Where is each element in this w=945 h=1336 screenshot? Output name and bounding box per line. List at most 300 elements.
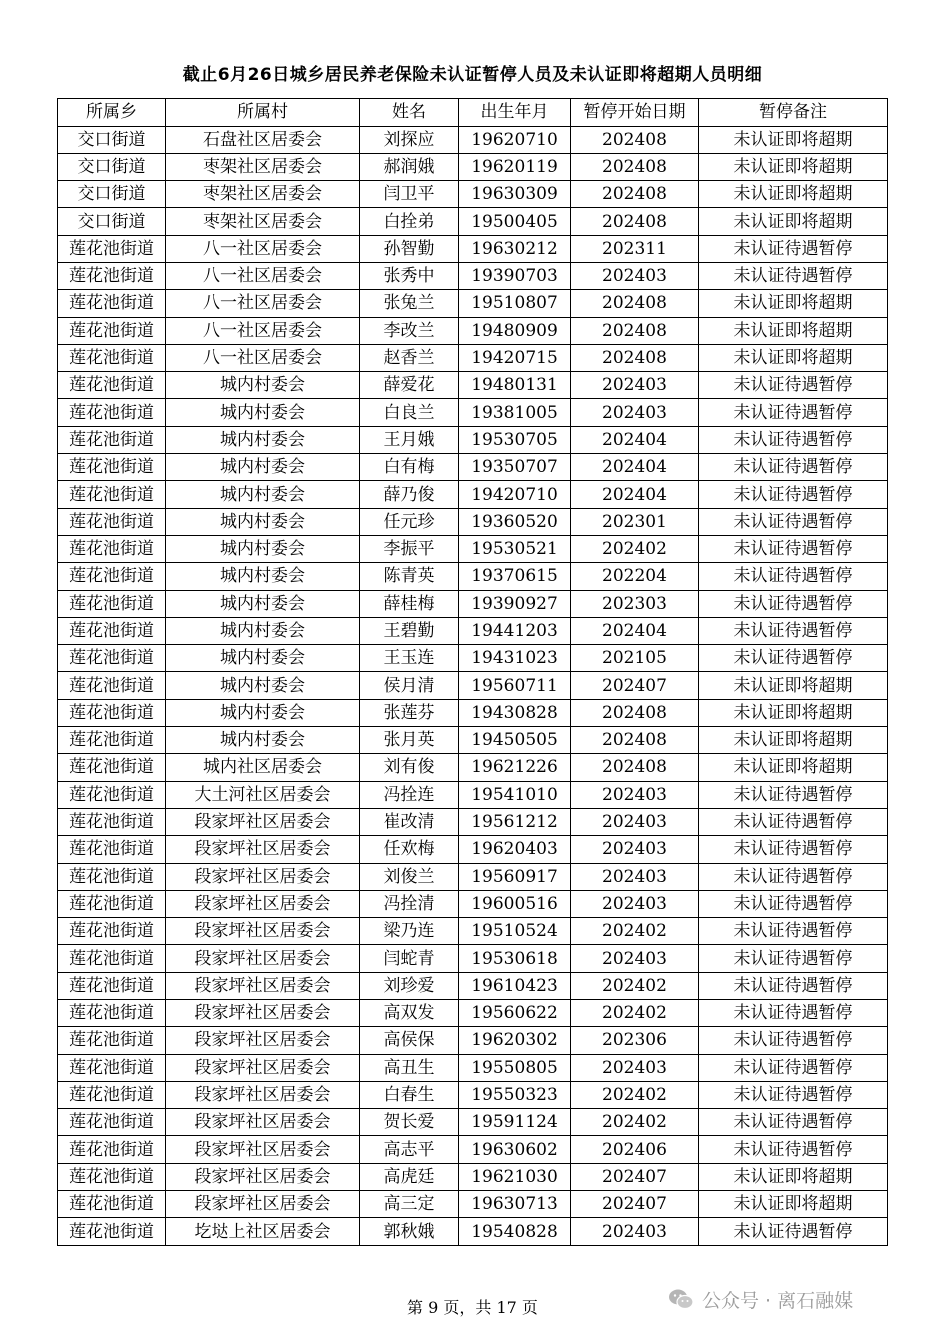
village-cell: 段家坪社区居委会	[166, 1136, 360, 1163]
name-cell: 高志平	[360, 1136, 459, 1163]
table-header-row	[58, 99, 888, 127]
township-cell: 莲花池街道	[58, 1081, 166, 1108]
table-row	[58, 235, 888, 262]
township-cell: 莲花池街道	[58, 372, 166, 399]
village-cell: 段家坪社区居委会	[166, 863, 360, 890]
village-cell: 城内村委会	[166, 535, 360, 562]
township-cell: 莲花池街道	[58, 1191, 166, 1218]
table-row	[58, 262, 888, 289]
suspension-start-cell: 202408	[571, 126, 699, 153]
remark-cell: 未认证待遇暂停	[699, 1081, 888, 1108]
village-cell: 城内村委会	[166, 399, 360, 426]
name-cell: 任元珍	[360, 508, 459, 535]
name-cell: 高侯保	[360, 1027, 459, 1054]
birth-date-cell: 19630212	[459, 235, 571, 262]
name-cell: 刘有俊	[360, 754, 459, 781]
village-cell: 城内村委会	[166, 645, 360, 672]
table-row	[58, 1136, 888, 1163]
table-row	[58, 863, 888, 890]
remark-cell: 未认证待遇暂停	[699, 836, 888, 863]
remark-cell: 未认证即将超期	[699, 153, 888, 180]
suspension-start-cell: 202403	[571, 781, 699, 808]
township-cell: 莲花池街道	[58, 727, 166, 754]
suspension-start-cell: 202402	[571, 918, 699, 945]
village-cell: 城内村委会	[166, 372, 360, 399]
village-cell: 城内村委会	[166, 481, 360, 508]
birth-date-cell: 19420710	[459, 481, 571, 508]
table-row	[58, 481, 888, 508]
township-cell: 莲花池街道	[58, 617, 166, 644]
township-cell: 莲花池街道	[58, 535, 166, 562]
table-row	[58, 208, 888, 235]
village-cell: 段家坪社区居委会	[166, 1081, 360, 1108]
suspension-start-cell: 202407	[571, 1191, 699, 1218]
page-number: 第 9 页，共 17 页	[407, 1298, 538, 1317]
township-cell: 莲花池街道	[58, 863, 166, 890]
table-row	[58, 699, 888, 726]
birth-date-cell: 19621030	[459, 1163, 571, 1190]
remark-cell: 未认证待遇暂停	[699, 617, 888, 644]
birth-date-cell: 19431023	[459, 645, 571, 672]
remark-cell: 未认证即将超期	[699, 1163, 888, 1190]
birth-date-cell: 19591124	[459, 1109, 571, 1136]
birth-date-cell: 19620119	[459, 153, 571, 180]
name-cell: 王玉连	[360, 645, 459, 672]
village-cell: 段家坪社区居委会	[166, 1027, 360, 1054]
table-row	[58, 1163, 888, 1190]
name-cell: 薛乃俊	[360, 481, 459, 508]
name-cell: 贺长爱	[360, 1109, 459, 1136]
name-cell: 高双发	[360, 1000, 459, 1027]
birth-date-cell: 19620710	[459, 126, 571, 153]
suspension-start-cell: 202402	[571, 1081, 699, 1108]
suspension-start-cell: 202403	[571, 262, 699, 289]
birth-date-cell: 19441203	[459, 617, 571, 644]
table-row	[58, 1027, 888, 1054]
village-cell: 枣架社区居委会	[166, 181, 360, 208]
table-row	[58, 617, 888, 644]
birth-date-cell: 19450505	[459, 727, 571, 754]
suspension-start-cell: 202403	[571, 890, 699, 917]
suspension-start-cell: 202403	[571, 372, 699, 399]
name-cell: 闫卫平	[360, 181, 459, 208]
village-cell: 城内村委会	[166, 699, 360, 726]
suspension-start-cell: 202408	[571, 317, 699, 344]
township-cell: 莲花池街道	[58, 344, 166, 371]
township-cell: 莲花池街道	[58, 1000, 166, 1027]
village-cell: 城内村委会	[166, 508, 360, 535]
name-cell: 赵香兰	[360, 344, 459, 371]
birth-date-cell: 19390927	[459, 590, 571, 617]
township-cell: 莲花池街道	[58, 836, 166, 863]
name-cell: 张月英	[360, 727, 459, 754]
name-cell: 高虎廷	[360, 1163, 459, 1190]
birth-date-cell: 19510807	[459, 290, 571, 317]
remark-cell: 未认证即将超期	[699, 181, 888, 208]
township-cell: 莲花池街道	[58, 754, 166, 781]
remark-cell: 未认证待遇暂停	[699, 945, 888, 972]
township-cell: 莲花池街道	[58, 808, 166, 835]
village-cell: 城内村委会	[166, 727, 360, 754]
township-cell: 莲花池街道	[58, 918, 166, 945]
village-cell: 城内村委会	[166, 590, 360, 617]
remark-cell: 未认证即将超期	[699, 344, 888, 371]
name-cell: 崔改清	[360, 808, 459, 835]
remark-cell: 未认证即将超期	[699, 754, 888, 781]
birth-date-cell: 19620302	[459, 1027, 571, 1054]
name-cell: 高三定	[360, 1191, 459, 1218]
township-cell: 莲花池街道	[58, 317, 166, 344]
suspension-start-cell: 202403	[571, 1054, 699, 1081]
birth-date-cell: 19621226	[459, 754, 571, 781]
township-cell: 交口街道	[58, 208, 166, 235]
birth-date-cell: 19600516	[459, 890, 571, 917]
remark-cell: 未认证待遇暂停	[699, 1000, 888, 1027]
remark-cell: 未认证待遇暂停	[699, 808, 888, 835]
suspension-start-cell: 202105	[571, 645, 699, 672]
birth-date-cell: 19560622	[459, 1000, 571, 1027]
table-row	[58, 1054, 888, 1081]
village-cell: 八一社区居委会	[166, 262, 360, 289]
table-row	[58, 153, 888, 180]
township-cell: 莲花池街道	[58, 699, 166, 726]
suspension-start-cell: 202403	[571, 808, 699, 835]
township-cell: 莲花池街道	[58, 1136, 166, 1163]
table-row	[58, 945, 888, 972]
suspension-start-cell: 202406	[571, 1136, 699, 1163]
table-row	[58, 918, 888, 945]
birth-date-cell: 19530521	[459, 535, 571, 562]
village-cell: 段家坪社区居委会	[166, 1191, 360, 1218]
name-cell: 刘探应	[360, 126, 459, 153]
remark-cell: 未认证待遇暂停	[699, 235, 888, 262]
name-cell: 梁乃连	[360, 918, 459, 945]
township-cell: 莲花池街道	[58, 1109, 166, 1136]
table-row	[58, 808, 888, 835]
name-cell: 郭秋娥	[360, 1218, 459, 1245]
table-row	[58, 836, 888, 863]
birth-date-cell: 19620403	[459, 836, 571, 863]
remark-cell: 未认证待遇暂停	[699, 590, 888, 617]
birth-date-cell: 19561212	[459, 808, 571, 835]
table-row	[58, 1191, 888, 1218]
birth-date-cell: 19430828	[459, 699, 571, 726]
birth-date-cell: 19530618	[459, 945, 571, 972]
birth-date-cell: 19610423	[459, 972, 571, 999]
table-row	[58, 372, 888, 399]
remark-cell: 未认证待遇暂停	[699, 372, 888, 399]
suspension-start-cell: 202303	[571, 590, 699, 617]
township-cell: 莲花池街道	[58, 590, 166, 617]
column-header: 所属村	[166, 99, 360, 127]
township-cell: 莲花池街道	[58, 563, 166, 590]
village-cell: 城内社区居委会	[166, 754, 360, 781]
name-cell: 孙智勤	[360, 235, 459, 262]
table-row	[58, 1109, 888, 1136]
table-row	[58, 344, 888, 371]
table-row	[58, 972, 888, 999]
name-cell: 李振平	[360, 535, 459, 562]
name-cell: 刘珍爱	[360, 972, 459, 999]
table-row	[58, 317, 888, 344]
column-header: 出生年月	[459, 99, 571, 127]
remark-cell: 未认证即将超期	[699, 290, 888, 317]
name-cell: 李改兰	[360, 317, 459, 344]
suspension-start-cell: 202301	[571, 508, 699, 535]
watermark	[668, 1284, 853, 1314]
remark-cell: 未认证待遇暂停	[699, 508, 888, 535]
remark-cell: 未认证待遇暂停	[699, 918, 888, 945]
name-cell: 闫蛇青	[360, 945, 459, 972]
village-cell: 八一社区居委会	[166, 235, 360, 262]
birth-date-cell: 19541010	[459, 781, 571, 808]
remark-cell: 未认证待遇暂停	[699, 426, 888, 453]
table-row	[58, 399, 888, 426]
name-cell: 白拴弟	[360, 208, 459, 235]
remark-cell: 未认证待遇暂停	[699, 563, 888, 590]
name-cell: 郝润娥	[360, 153, 459, 180]
village-cell: 段家坪社区居委会	[166, 836, 360, 863]
village-cell: 八一社区居委会	[166, 317, 360, 344]
township-cell: 莲花池街道	[58, 890, 166, 917]
suspension-start-cell: 202408	[571, 344, 699, 371]
name-cell: 张秀中	[360, 262, 459, 289]
village-cell: 段家坪社区居委会	[166, 1000, 360, 1027]
birth-date-cell: 19390703	[459, 262, 571, 289]
village-cell: 段家坪社区居委会	[166, 945, 360, 972]
village-cell: 枣架社区居委会	[166, 153, 360, 180]
birth-date-cell: 19540828	[459, 1218, 571, 1245]
table-row	[58, 672, 888, 699]
birth-date-cell: 19630602	[459, 1136, 571, 1163]
suspension-start-cell: 202403	[571, 945, 699, 972]
village-cell: 段家坪社区居委会	[166, 1163, 360, 1190]
table-row	[58, 563, 888, 590]
name-cell: 陈青英	[360, 563, 459, 590]
table-row	[58, 645, 888, 672]
township-cell: 莲花池街道	[58, 481, 166, 508]
village-cell: 段家坪社区居委会	[166, 1109, 360, 1136]
township-cell: 莲花池街道	[58, 399, 166, 426]
table-row	[58, 590, 888, 617]
table-row	[58, 426, 888, 453]
remark-cell: 未认证待遇暂停	[699, 972, 888, 999]
township-cell: 交口街道	[58, 181, 166, 208]
suspension-start-cell: 202407	[571, 1163, 699, 1190]
table-row	[58, 1218, 888, 1245]
page-title: 截止6月26日城乡居民养老保险未认证暂停人员及未认证即将超期人员明细	[182, 65, 763, 85]
table-row	[58, 126, 888, 153]
remark-cell: 未认证待遇暂停	[699, 262, 888, 289]
village-cell: 段家坪社区居委会	[166, 890, 360, 917]
township-cell: 莲花池街道	[58, 945, 166, 972]
birth-date-cell: 19530705	[459, 426, 571, 453]
birth-date-cell: 19480909	[459, 317, 571, 344]
village-cell: 段家坪社区居委会	[166, 808, 360, 835]
remark-cell: 未认证待遇暂停	[699, 1027, 888, 1054]
township-cell: 莲花池街道	[58, 1027, 166, 1054]
table-row	[58, 781, 888, 808]
township-cell: 莲花池街道	[58, 1218, 166, 1245]
name-cell: 冯拴连	[360, 781, 459, 808]
suspension-start-cell: 202407	[571, 672, 699, 699]
birth-date-cell: 19510524	[459, 918, 571, 945]
remark-cell: 未认证即将超期	[699, 1191, 888, 1218]
suspension-start-cell: 202408	[571, 754, 699, 781]
village-cell: 八一社区居委会	[166, 290, 360, 317]
suspension-start-cell: 202204	[571, 563, 699, 590]
suspension-start-cell: 202404	[571, 454, 699, 481]
name-cell: 白有梅	[360, 454, 459, 481]
suspension-start-cell: 202408	[571, 181, 699, 208]
township-cell: 莲花池街道	[58, 1054, 166, 1081]
village-cell: 石盘社区居委会	[166, 126, 360, 153]
remark-cell: 未认证待遇暂停	[699, 1109, 888, 1136]
table-row	[58, 508, 888, 535]
village-cell: 段家坪社区居委会	[166, 1054, 360, 1081]
village-cell: 城内村委会	[166, 672, 360, 699]
township-cell: 莲花池街道	[58, 235, 166, 262]
column-header: 暂停备注	[699, 99, 888, 127]
wechat-icon	[668, 1287, 694, 1311]
birth-date-cell: 19420715	[459, 344, 571, 371]
suspension-start-cell: 202306	[571, 1027, 699, 1054]
name-cell: 张莲芬	[360, 699, 459, 726]
birth-date-cell: 19560711	[459, 672, 571, 699]
suspension-start-cell: 202408	[571, 208, 699, 235]
township-cell: 莲花池街道	[58, 672, 166, 699]
table-row	[58, 181, 888, 208]
village-cell: 城内村委会	[166, 426, 360, 453]
village-cell: 段家坪社区居委会	[166, 918, 360, 945]
village-cell: 八一社区居委会	[166, 344, 360, 371]
remark-cell: 未认证即将超期	[699, 208, 888, 235]
name-cell: 高丑生	[360, 1054, 459, 1081]
township-cell: 交口街道	[58, 153, 166, 180]
suspension-start-cell: 202404	[571, 617, 699, 644]
birth-date-cell: 19550805	[459, 1054, 571, 1081]
suspension-start-cell: 202404	[571, 481, 699, 508]
remark-cell: 未认证待遇暂停	[699, 399, 888, 426]
remark-cell: 未认证待遇暂停	[699, 645, 888, 672]
remark-cell: 未认证即将超期	[699, 699, 888, 726]
table-row	[58, 890, 888, 917]
suspension-start-cell: 202408	[571, 699, 699, 726]
remark-cell: 未认证待遇暂停	[699, 890, 888, 917]
remark-cell: 未认证即将超期	[699, 727, 888, 754]
birth-date-cell: 19350707	[459, 454, 571, 481]
name-cell: 侯月清	[360, 672, 459, 699]
name-cell: 张兔兰	[360, 290, 459, 317]
remark-cell: 未认证待遇暂停	[699, 1218, 888, 1245]
township-cell: 莲花池街道	[58, 1163, 166, 1190]
name-cell: 白良兰	[360, 399, 459, 426]
birth-date-cell: 19480131	[459, 372, 571, 399]
township-cell: 交口街道	[58, 126, 166, 153]
village-cell: 枣架社区居委会	[166, 208, 360, 235]
suspension-start-cell: 202403	[571, 836, 699, 863]
remark-cell: 未认证即将超期	[699, 126, 888, 153]
suspension-start-cell: 202402	[571, 972, 699, 999]
remark-cell: 未认证即将超期	[699, 317, 888, 344]
remark-cell: 未认证待遇暂停	[699, 535, 888, 562]
suspension-start-cell: 202311	[571, 235, 699, 262]
table-row	[58, 535, 888, 562]
suspension-start-cell: 202404	[571, 426, 699, 453]
township-cell: 莲花池街道	[58, 290, 166, 317]
suspension-start-cell: 202408	[571, 153, 699, 180]
village-cell: 城内村委会	[166, 617, 360, 644]
name-cell: 薛桂梅	[360, 590, 459, 617]
village-cell: 大土河社区居委会	[166, 781, 360, 808]
township-cell: 莲花池街道	[58, 508, 166, 535]
table-row	[58, 727, 888, 754]
table-row	[58, 1000, 888, 1027]
suspension-start-cell: 202403	[571, 1218, 699, 1245]
remark-cell: 未认证待遇暂停	[699, 863, 888, 890]
suspension-start-cell: 202408	[571, 727, 699, 754]
township-cell: 莲花池街道	[58, 972, 166, 999]
village-cell: 城内村委会	[166, 454, 360, 481]
birth-date-cell: 19560917	[459, 863, 571, 890]
village-cell: 圪垯上社区居委会	[166, 1218, 360, 1245]
name-cell: 任欢梅	[360, 836, 459, 863]
village-cell: 城内村委会	[166, 563, 360, 590]
township-cell: 莲花池街道	[58, 781, 166, 808]
birth-date-cell: 19550323	[459, 1081, 571, 1108]
remark-cell: 未认证待遇暂停	[699, 1136, 888, 1163]
birth-date-cell: 19500405	[459, 208, 571, 235]
birth-date-cell: 19360520	[459, 508, 571, 535]
column-header: 所属乡	[58, 99, 166, 127]
suspension-start-cell: 202402	[571, 535, 699, 562]
detail-table	[57, 98, 888, 1246]
table-row	[58, 454, 888, 481]
birth-date-cell: 19630309	[459, 181, 571, 208]
township-cell: 莲花池街道	[58, 426, 166, 453]
suspension-start-cell: 202402	[571, 1109, 699, 1136]
name-cell: 冯拴清	[360, 890, 459, 917]
suspension-start-cell: 202402	[571, 1000, 699, 1027]
table-row	[58, 1081, 888, 1108]
column-header: 姓名	[360, 99, 459, 127]
township-cell: 莲花池街道	[58, 454, 166, 481]
remark-cell: 未认证待遇暂停	[699, 1054, 888, 1081]
village-cell: 段家坪社区居委会	[166, 972, 360, 999]
name-cell: 刘俊兰	[360, 863, 459, 890]
name-cell: 王月娥	[360, 426, 459, 453]
remark-cell: 未认证待遇暂停	[699, 481, 888, 508]
suspension-start-cell: 202408	[571, 290, 699, 317]
birth-date-cell: 19370615	[459, 563, 571, 590]
suspension-start-cell: 202403	[571, 399, 699, 426]
township-cell: 莲花池街道	[58, 645, 166, 672]
remark-cell: 未认证即将超期	[699, 672, 888, 699]
name-cell: 王碧勤	[360, 617, 459, 644]
name-cell: 白春生	[360, 1081, 459, 1108]
township-cell: 莲花池街道	[58, 262, 166, 289]
remark-cell: 未认证待遇暂停	[699, 454, 888, 481]
column-header: 暂停开始日期	[571, 99, 699, 127]
birth-date-cell: 19630713	[459, 1191, 571, 1218]
table-row	[58, 290, 888, 317]
suspension-start-cell: 202403	[571, 863, 699, 890]
name-cell: 薛爱花	[360, 372, 459, 399]
watermark-text: 公众号 · 离石融媒	[702, 1289, 854, 1312]
remark-cell: 未认证待遇暂停	[699, 781, 888, 808]
birth-date-cell: 19381005	[459, 399, 571, 426]
table-row	[58, 754, 888, 781]
